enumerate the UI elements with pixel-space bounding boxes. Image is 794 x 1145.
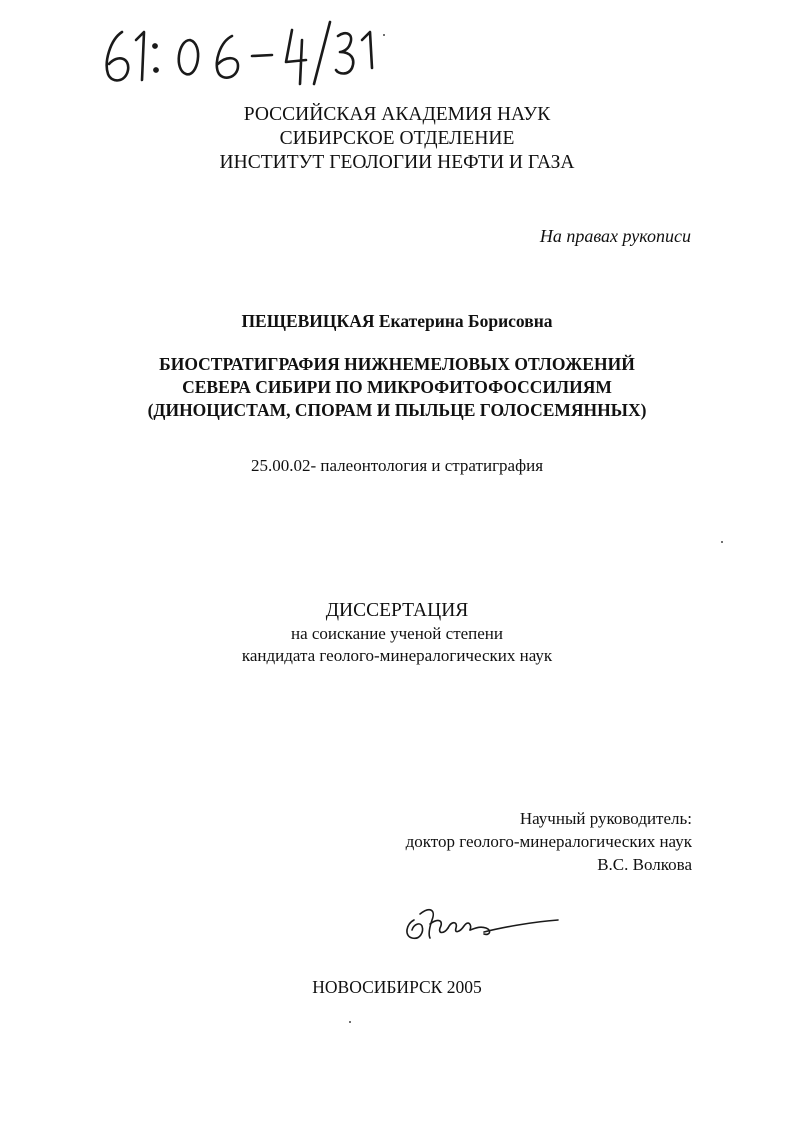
handwritten-archive-number — [92, 10, 392, 90]
supervisor-name: В.С. Волкова — [597, 855, 692, 874]
specialty-code: 25.00.02- палеонтология и стратиграфия — [250, 456, 544, 475]
scan-speck — [349, 1021, 351, 1023]
dissertation-title — [0, 353, 794, 422]
organization-academy: РОССИЙСКАЯ АКАДЕМИЯ НАУК — [243, 104, 551, 125]
scan-speck — [383, 34, 385, 36]
manuscript-rights: На правах рукописи — [539, 226, 691, 246]
title-line-3: (ДИНОЦИСТАМ, СПОРАМ И ПЫЛЬЦЕ ГОЛОСЕМЯННЫХ) — [147, 400, 647, 420]
dissertation-purpose: на соискание ученой степени — [290, 624, 504, 643]
dissertation-type: ДИССЕРТАЦИЯ — [325, 600, 469, 621]
author-given-names: Екатерина Борисовна — [378, 311, 553, 331]
organization-branch: СИБИРСКОЕ ОТДЕЛЕНИЕ — [279, 128, 515, 149]
author-surname: ПЕЩЕВИЦКАЯ — [241, 311, 375, 331]
scan-speck — [721, 541, 723, 543]
title-line-2: СЕВЕРА СИБИРИ ПО МИКРОФИТОФОССИЛИЯМ — [182, 377, 612, 397]
dissertation-degree: кандидата геолого-минералогических наук — [241, 646, 553, 665]
supervisor-degree: доктор геолого-минералогических наук — [405, 832, 692, 851]
organization-block — [0, 103, 794, 175]
title-line-1: БИОСТРАТИГРАФИЯ НИЖНЕМЕЛОВЫХ ОТЛОЖЕНИЙ — [159, 354, 635, 374]
supervisor-signature — [400, 898, 560, 944]
organization-institute: ИНСТИТУТ ГЕОЛОГИИ НЕФТИ И ГАЗА — [219, 152, 575, 173]
supervisor-role: Научный руководитель: — [519, 809, 692, 828]
dissertation-degree-block — [0, 623, 794, 667]
author-name — [0, 311, 794, 332]
city-year: НОВОСИБИРСК 2005 — [312, 977, 482, 997]
